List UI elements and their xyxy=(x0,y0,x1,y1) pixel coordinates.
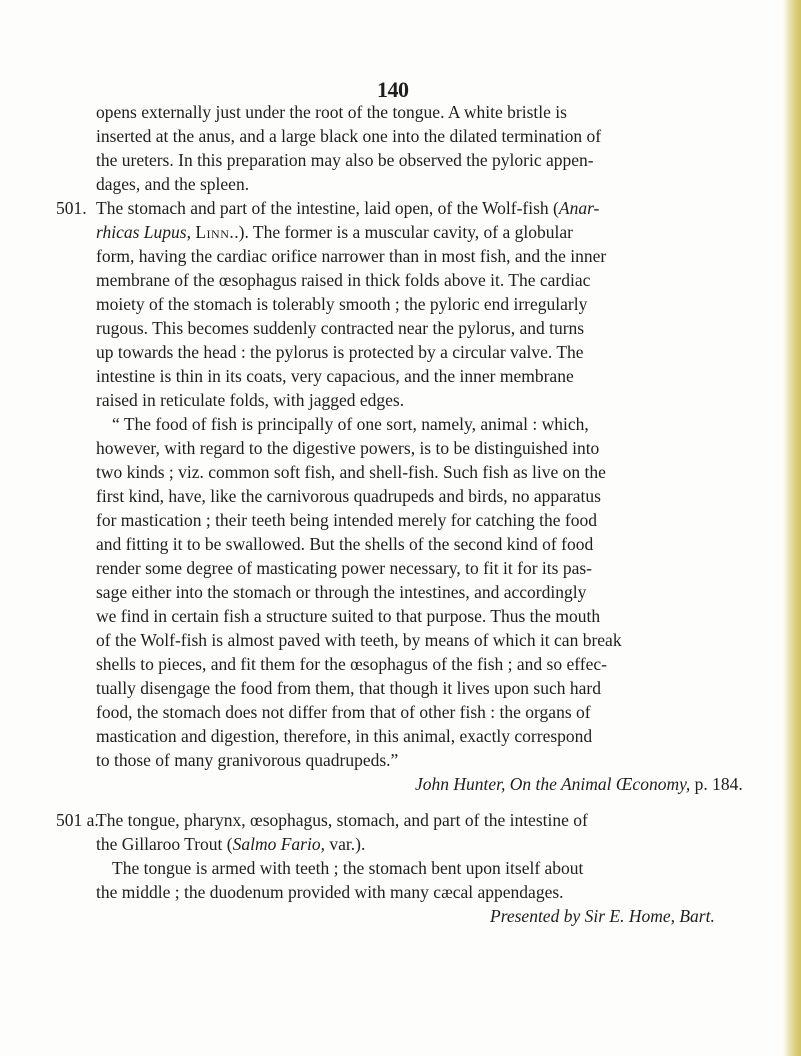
text-line: “ The food of fish is principally of one sort, namely, animal : which, xyxy=(112,414,589,434)
text-fragment: .). The former is a muscular cavity, of a globular xyxy=(234,222,573,242)
genus-name: Anar- xyxy=(558,198,600,218)
text-line: shells to pieces, and fit them for the œsophagus of the fish ; and so effec- xyxy=(96,654,607,674)
species-name: rhicas Lupus xyxy=(96,222,187,242)
text-line: rugous. This becomes suddenly contracted near the pylorus, and turns xyxy=(96,318,585,338)
text-line: The tongue is armed with teeth ; the stomach bent upon itself about xyxy=(112,858,584,878)
text-line: inserted at the anus, and a large black one into the dilated termination of xyxy=(96,126,602,146)
text-line: the middle ; the duodenum provided with many cæcal appendages. xyxy=(96,882,564,902)
citation-work: On the Animal Œconomy, xyxy=(509,774,691,794)
text-line: opens externally just under the root of the tongue. A white bristle is xyxy=(96,102,567,122)
entry-number: 501. xyxy=(56,198,87,218)
page-edge xyxy=(783,0,801,1056)
text-line: the ureters. In this preparation may also be observed the pyloric appen- xyxy=(96,150,594,170)
text-line: to those of many granivorous quadrupeds.” xyxy=(96,750,399,770)
text-line: however, with regard to the digestive powers, is to be distinguished into xyxy=(96,438,600,458)
text-line: food, the stomach does not differ from that of other fish : the organs of xyxy=(96,702,591,722)
citation xyxy=(415,772,743,796)
text-line: for mastication ; their teeth being intended merely for catching the food xyxy=(96,510,598,530)
text-line: membrane of the œsophagus raised in thick folds above it. The cardiac xyxy=(96,270,591,290)
text-line: rhicas Lupus, Linn..). The former is a muscular cavity, of a globular xyxy=(96,222,573,242)
citation-author: John Hunter, xyxy=(415,774,506,794)
citation-page: p. 184. xyxy=(690,774,743,794)
text-line: the Gillaroo Trout (Salmo Fario, var.). xyxy=(96,834,366,854)
text-line: sage either into the stomach or through the intestines, and accordingly xyxy=(96,582,587,602)
text-line: render some degree of masticating power necessary, to fit it for its pas- xyxy=(96,558,592,578)
text-line: tually disengage the food from them, that though it lives upon such hard xyxy=(96,678,601,698)
text-line: two kinds ; viz. common soft fish, and shell-fish. Such fish as live on the xyxy=(96,462,606,482)
text-line: The tongue, pharynx, œsophagus, stomach, and part of the intestine of xyxy=(96,810,588,830)
page-number: 140 xyxy=(377,77,409,102)
text-line: and fitting it to be swallowed. But the shells of the second kind of food xyxy=(96,534,594,554)
species-name: Salmo Fario, xyxy=(232,834,325,854)
text-line: mastication and digestion, therefore, in this animal, exactly correspond xyxy=(96,726,593,746)
text-line: form, having the cardiac orifice narrower than in most fish, and the inner xyxy=(96,246,607,266)
text-line: moiety of the stomach is tolerably smooth ; the pyloric end irregularly xyxy=(96,294,588,314)
text-line: raised in reticulate folds, with jagged edges. xyxy=(96,390,405,410)
text-line: dages, and the spleen. xyxy=(96,174,250,194)
text-line: The stomach and part of the intestine, laid open, of the Wolf-fish (Anar- xyxy=(96,198,600,218)
authority: Linn. xyxy=(195,222,235,242)
text-line: we find in certain fish a structure suited to that purpose. Thus the mouth xyxy=(96,606,601,626)
text-line: of the Wolf-fish is almost paved with teeth, by means of which it can break xyxy=(96,630,622,650)
presented-by: Presented by Sir E. Home, Bart. xyxy=(490,906,715,926)
text-line: intestine is thin in its coats, very capacious, and the inner membrane xyxy=(96,366,574,386)
text-line: first kind, have, like the carnivorous quadrupeds and birds, no apparatus xyxy=(96,486,601,506)
entry-number: 501 a. xyxy=(56,810,99,830)
text-line: up towards the head : the pylorus is protected by a circular valve. The xyxy=(96,342,584,362)
